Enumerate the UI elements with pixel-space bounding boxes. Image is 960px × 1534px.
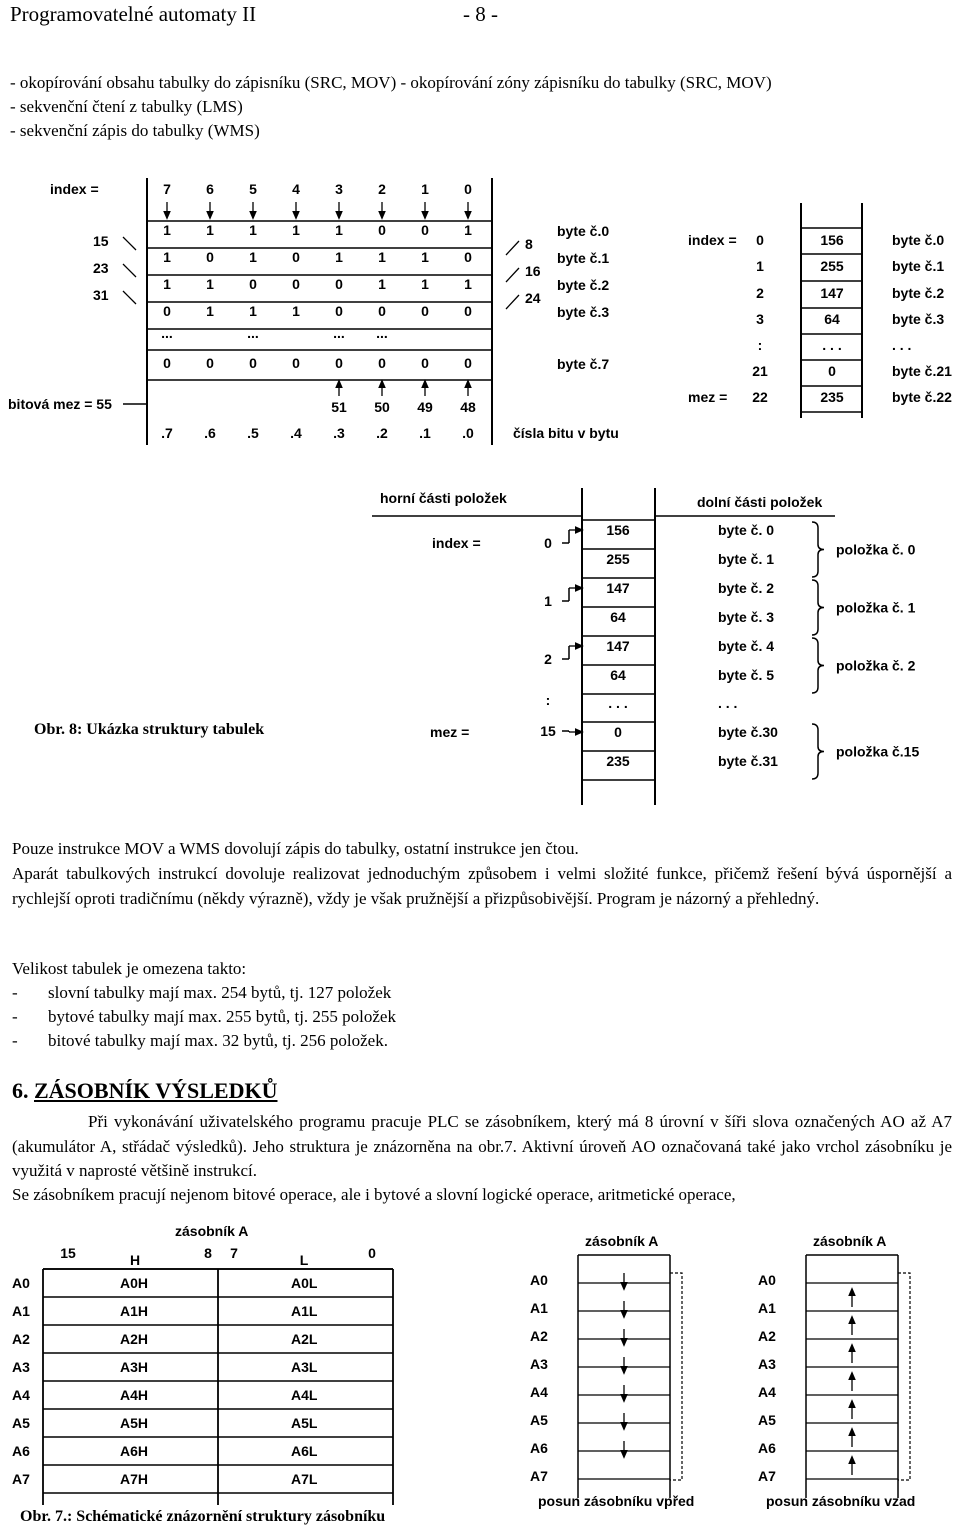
page-header-title: Programovatelné automaty II	[10, 2, 257, 26]
word-value: 0	[614, 724, 622, 740]
word-index-label: index =	[432, 535, 481, 551]
stack-title: zásobník A	[175, 1223, 249, 1239]
figure-7-stack	[0, 1210, 960, 1530]
byte-value: 255	[820, 258, 844, 274]
shift-level-label: A5	[530, 1412, 548, 1428]
bit-cell: ...	[161, 325, 173, 341]
stack-bit-label: 15	[60, 1245, 76, 1261]
shift-level-label: A1	[758, 1300, 776, 1316]
stack-shift-back	[758, 1233, 915, 1509]
stack-level-label: A5	[12, 1415, 30, 1431]
stack-structure	[12, 1223, 393, 1505]
intro-line: - okopírování obsahu tabulky do zápisníku (SRC, MOV) - okopírování zóny zápisníku do tabulky (SRC, MOV)	[10, 73, 772, 92]
bit-left-label: 31	[93, 287, 109, 303]
item-brace	[812, 724, 824, 779]
bit-byte-label: byte č.2	[557, 277, 610, 293]
word-value: . . .	[608, 695, 628, 711]
stack-level-label: A3	[12, 1359, 30, 1375]
bit-cell: 0	[421, 303, 429, 319]
word-byte-name: byte č.31	[718, 753, 778, 769]
stack-low-cell: A4L	[291, 1387, 318, 1403]
bit-cell: 0	[335, 355, 343, 371]
bit-cell: 1	[464, 222, 472, 238]
bit-cell: 1	[292, 222, 300, 238]
byte-value: 0	[828, 363, 836, 379]
word-item-label: položka č.15	[836, 743, 920, 760]
stack-bit-label: 8	[204, 1245, 212, 1261]
bit-cell: 1	[421, 276, 429, 292]
byte-name: byte č.2	[892, 285, 945, 301]
limit-item: - bitové tabulky mají max. 32 bytů, tj. 256 položek.	[12, 1031, 388, 1050]
word-item-label: položka č. 0	[836, 541, 916, 558]
shift-level-label: A6	[530, 1440, 548, 1456]
word-index: 0	[544, 535, 552, 551]
bit-number: 50	[374, 399, 390, 415]
bit-header: 3	[335, 181, 343, 197]
byte-table	[688, 203, 952, 418]
bit-cell: 1	[335, 249, 343, 265]
stack-high-cell: A7H	[120, 1471, 149, 1487]
shift-label: posun zásobníku vzad	[766, 1493, 916, 1509]
shift-level-label: A0	[758, 1272, 776, 1288]
bit-cell: 1	[206, 303, 214, 319]
byte-value: 156	[820, 232, 844, 248]
stack-high-cell: A2H	[120, 1331, 149, 1347]
byte-index: 2	[756, 285, 764, 301]
bit-suffix: .0	[462, 425, 474, 441]
byte-name: . . .	[892, 337, 912, 353]
word-byte-name: byte č. 1	[718, 551, 775, 567]
bit-suffix: .1	[419, 425, 431, 441]
word-item-label: položka č. 1	[836, 599, 916, 616]
bit-suffix: .4	[290, 425, 302, 441]
stack-level-label: A2	[12, 1331, 30, 1347]
paragraph-write-instructions: Pouze instrukce MOV a WMS dovolují zápis do tabulky, ostatní instrukce jen čtou.	[12, 839, 579, 858]
stack-level-label: A4	[12, 1387, 30, 1403]
stack-high-cell: A4H	[120, 1387, 149, 1403]
stack-low-cell: A1L	[291, 1303, 318, 1319]
bit-cell: 0	[206, 249, 214, 265]
word-byte-name: byte č. 5	[718, 667, 775, 683]
bit-cell: 0	[464, 249, 472, 265]
bit-cell: 0	[464, 355, 472, 371]
stack-level-label: A6	[12, 1443, 30, 1459]
stack-low-cell: A2L	[291, 1331, 318, 1347]
bit-cell: 0	[249, 276, 257, 292]
word-index: 1	[544, 593, 552, 609]
bit-header: 5	[249, 181, 257, 197]
byte-index: :	[757, 337, 763, 353]
byte-index: 1	[756, 258, 764, 274]
bit-cell: 1	[378, 249, 386, 265]
word-upper-label: horní části položek	[380, 490, 507, 506]
byte-index: 0	[756, 232, 764, 248]
intro-line: - sekvenční čtení z tabulky (LMS)	[10, 97, 243, 116]
stack-level-label: A7	[12, 1471, 30, 1487]
paragraph-stack-ops: Se zásobníkem pracují nejenom bitové operace, ale i bytové a slovní logické operace, aritmetické operace,	[12, 1185, 736, 1204]
page-number: - 8 -	[463, 2, 498, 26]
bit-cell: 1	[249, 222, 257, 238]
shift-level-label: A2	[530, 1328, 548, 1344]
byte-name: byte č.1	[892, 258, 945, 274]
bit-cell: 0	[335, 303, 343, 319]
stack-bit-label: 0	[368, 1245, 376, 1261]
shift-level-label: A7	[530, 1468, 548, 1484]
stack-high-cell: A3H	[120, 1359, 149, 1375]
bit-number: 51	[331, 399, 347, 415]
bit-cell: 0	[421, 355, 429, 371]
bit-right-pointer	[506, 268, 519, 282]
word-value: 255	[606, 551, 630, 567]
word-value: 147	[606, 580, 630, 596]
bit-right-label: 8	[525, 236, 533, 252]
stack-low-cell: A6L	[291, 1443, 318, 1459]
item-brace	[812, 522, 824, 577]
bit-header: 1	[421, 181, 429, 197]
bit-cell: ...	[376, 325, 388, 341]
bit-header: 7	[163, 181, 171, 197]
bit-cell: 1	[292, 303, 300, 319]
shift-level-label: A7	[758, 1468, 776, 1484]
chapter-number: 6.	[12, 1078, 29, 1103]
word-item-label: položka č. 2	[836, 657, 916, 674]
stack-high-cell: A0H	[120, 1275, 149, 1291]
bit-byte-label: byte č.3	[557, 304, 610, 320]
bit-byte-label: byte č.7	[557, 356, 610, 372]
byte-name: byte č.21	[892, 363, 952, 379]
word-value: 64	[610, 667, 626, 683]
bit-left-label: 23	[93, 260, 109, 276]
limit-item: - slovní tabulky mají max. 254 bytů, tj. 127 položek	[12, 983, 392, 1002]
item-brace	[812, 580, 824, 635]
stack-low-cell: A0L	[291, 1275, 318, 1291]
bit-header: 2	[378, 181, 386, 197]
bit-cell: 0	[206, 355, 214, 371]
shift-level-label: A3	[530, 1356, 548, 1372]
bit-cell: 1	[163, 249, 171, 265]
limit-item: - bytové tabulky mají max. 255 bytů, tj. 255 položek	[12, 1007, 396, 1026]
shift-level-label: A3	[758, 1356, 776, 1372]
bit-left-pointer	[123, 264, 136, 277]
shift-loop-line	[670, 1273, 682, 1480]
stack-high-cell: A6H	[120, 1443, 149, 1459]
bit-suffix: .6	[204, 425, 216, 441]
word-byte-name: byte č. 4	[718, 638, 775, 654]
stack-low-cell: A3L	[291, 1359, 318, 1375]
word-value: 235	[606, 753, 630, 769]
byte-value: 147	[820, 285, 844, 301]
bit-limit-label: bitová mez = 55	[8, 396, 112, 412]
shift-title: zásobník A	[585, 1233, 659, 1249]
bit-number: 48	[460, 399, 476, 415]
intro-line: - sekvenční zápis do tabulky (WMS)	[10, 121, 260, 140]
stack-high-cell: A5H	[120, 1415, 149, 1431]
shift-level-label: A0	[530, 1272, 548, 1288]
bit-suffix: .2	[376, 425, 388, 441]
paragraph-table-apparatus: Aparát tabulkových instrukcí dovoluje realizovat jednoduchým způsobem i velmi složité funkce, přičemž řešení bývá úspornější a rychlejší oproti tradičnímu (někdy výrazně), vždy je však pružnější a přizpůsobivější. Program je názorný a přehledný.	[12, 864, 952, 908]
word-value: 147	[606, 638, 630, 654]
bit-cell: 1	[163, 276, 171, 292]
bit-cell: 1	[206, 276, 214, 292]
shift-level-label: A2	[758, 1328, 776, 1344]
shift-level-label: A4	[758, 1384, 776, 1400]
bit-header: 4	[292, 181, 300, 197]
bit-byte-label: byte č.0	[557, 223, 610, 239]
limit-item-text: bytové tabulky mají max. 255 bytů, tj. 255 položek	[48, 1007, 396, 1026]
bit-cell: 1	[464, 276, 472, 292]
bit-cell: 0	[378, 355, 386, 371]
bit-left-pointer	[123, 237, 136, 250]
byte-index-label: index =	[688, 232, 737, 248]
bit-cell: ...	[333, 325, 345, 341]
figure-8-caption: Obr. 8: Ukázka struktury tabulek	[34, 721, 265, 738]
figure-7-caption: Obr. 7.: Schématické znázornění struktury zásobníku	[20, 1508, 386, 1525]
word-index: 15	[540, 723, 556, 739]
limit-item-text: bitové tabulky mají max. 32 bytů, tj. 256 položek.	[48, 1031, 388, 1050]
byte-index: 21	[752, 363, 768, 379]
word-index: 2	[544, 651, 552, 667]
word-value: 156	[606, 522, 630, 538]
limit-item-text: slovní tabulky mají max. 254 bytů, tj. 127 položek	[48, 983, 392, 1002]
bit-suffix: .7	[161, 425, 173, 441]
bit-cell: 0	[292, 249, 300, 265]
byte-limit-label: mez =	[688, 389, 728, 405]
bits-in-byte-label: čísla bitu v bytu	[513, 425, 619, 441]
bit-cell: 1	[163, 222, 171, 238]
stack-bit-label: H	[129, 1252, 141, 1268]
shift-loop-line	[898, 1273, 910, 1480]
word-byte-name: . . .	[718, 695, 738, 711]
bit-right-label: 16	[525, 263, 541, 279]
bit-left-label: 15	[93, 233, 109, 249]
bit-table	[8, 178, 619, 445]
shift-level-label: A5	[758, 1412, 776, 1428]
bit-table-index-label: index =	[50, 181, 99, 197]
bit-number: 49	[417, 399, 433, 415]
bit-cell: 0	[163, 303, 171, 319]
byte-value: 235	[820, 389, 844, 405]
bit-cell: 1	[249, 249, 257, 265]
stack-low-cell: A7L	[291, 1471, 318, 1487]
bit-cell: 0	[249, 355, 257, 371]
byte-name: byte č.0	[892, 232, 945, 248]
bit-left-pointer	[123, 291, 136, 304]
bit-cell: ...	[247, 325, 259, 341]
bit-right-pointer	[506, 295, 519, 309]
bit-cell: 0	[378, 222, 386, 238]
word-index: :	[545, 692, 551, 708]
word-byte-name: byte č. 2	[718, 580, 775, 596]
bit-header: 0	[464, 181, 472, 197]
chapter-heading	[12, 1078, 278, 1104]
stack-bit-label: 7	[230, 1245, 238, 1261]
bit-cell: 1	[378, 276, 386, 292]
item-brace	[812, 638, 824, 693]
bit-cell: 1	[335, 222, 343, 238]
stack-shift-forward	[530, 1233, 694, 1509]
bit-right-pointer	[506, 241, 519, 255]
word-byte-name: byte č. 0	[718, 522, 775, 538]
byte-value: 64	[824, 311, 840, 327]
bit-cell: 0	[163, 355, 171, 371]
word-byte-name: byte č. 3	[718, 609, 775, 625]
shift-label: posun zásobníku vpřed	[538, 1493, 695, 1509]
stack-bit-label: L	[299, 1252, 309, 1268]
byte-name: byte č.22	[892, 389, 952, 405]
chapter-title: ZÁSOBNÍK VÝSLEDKŮ	[34, 1078, 278, 1103]
bit-cell: 0	[464, 303, 472, 319]
bit-cell: 0	[421, 222, 429, 238]
word-limit-label: mez =	[430, 724, 470, 740]
byte-index: 22	[752, 389, 768, 405]
stack-low-cell: A5L	[291, 1415, 318, 1431]
bit-right-label: 24	[525, 290, 541, 306]
shift-level-label: A4	[530, 1384, 548, 1400]
bit-header: 6	[206, 181, 214, 197]
shift-level-label: A6	[758, 1440, 776, 1456]
shift-level-label: A1	[530, 1300, 548, 1316]
paragraph-stack: Při vykonávání uživatelského programu pracuje PLC se zásobníkem, který má 8 úrovní v šíři slova označených AO až A7 (akumulátor A, střádač výsledků). Jeho struktura je znázorněna na obr.7. Aktivní úroveň AO označovaná také jako vrchol zásobníku je využitá v naprosté většině instrukcí.	[12, 1112, 952, 1180]
stack-level-label: A0	[12, 1275, 30, 1291]
bit-cell: 0	[335, 276, 343, 292]
shift-title: zásobník A	[813, 1233, 887, 1249]
word-value: 64	[610, 609, 626, 625]
word-lower-label: dolní části položek	[697, 494, 823, 510]
bit-cell: 0	[292, 276, 300, 292]
word-table	[372, 488, 919, 805]
bit-cell: 1	[206, 222, 214, 238]
byte-name: byte č.3	[892, 311, 945, 327]
word-byte-name: byte č.30	[718, 724, 778, 740]
stack-level-label: A1	[12, 1303, 30, 1319]
byte-index: 3	[756, 311, 764, 327]
bit-cell: 1	[249, 303, 257, 319]
stack-high-cell: A1H	[120, 1303, 149, 1319]
bit-cell: 0	[378, 303, 386, 319]
bit-suffix: .5	[247, 425, 259, 441]
bit-suffix: .3	[333, 425, 345, 441]
bit-cell: 0	[292, 355, 300, 371]
bit-byte-label: byte č.1	[557, 250, 610, 266]
limits-title: Velikost tabulek je omezena takto:	[12, 959, 247, 978]
bit-cell: 1	[421, 249, 429, 265]
byte-value: . . .	[822, 337, 842, 353]
